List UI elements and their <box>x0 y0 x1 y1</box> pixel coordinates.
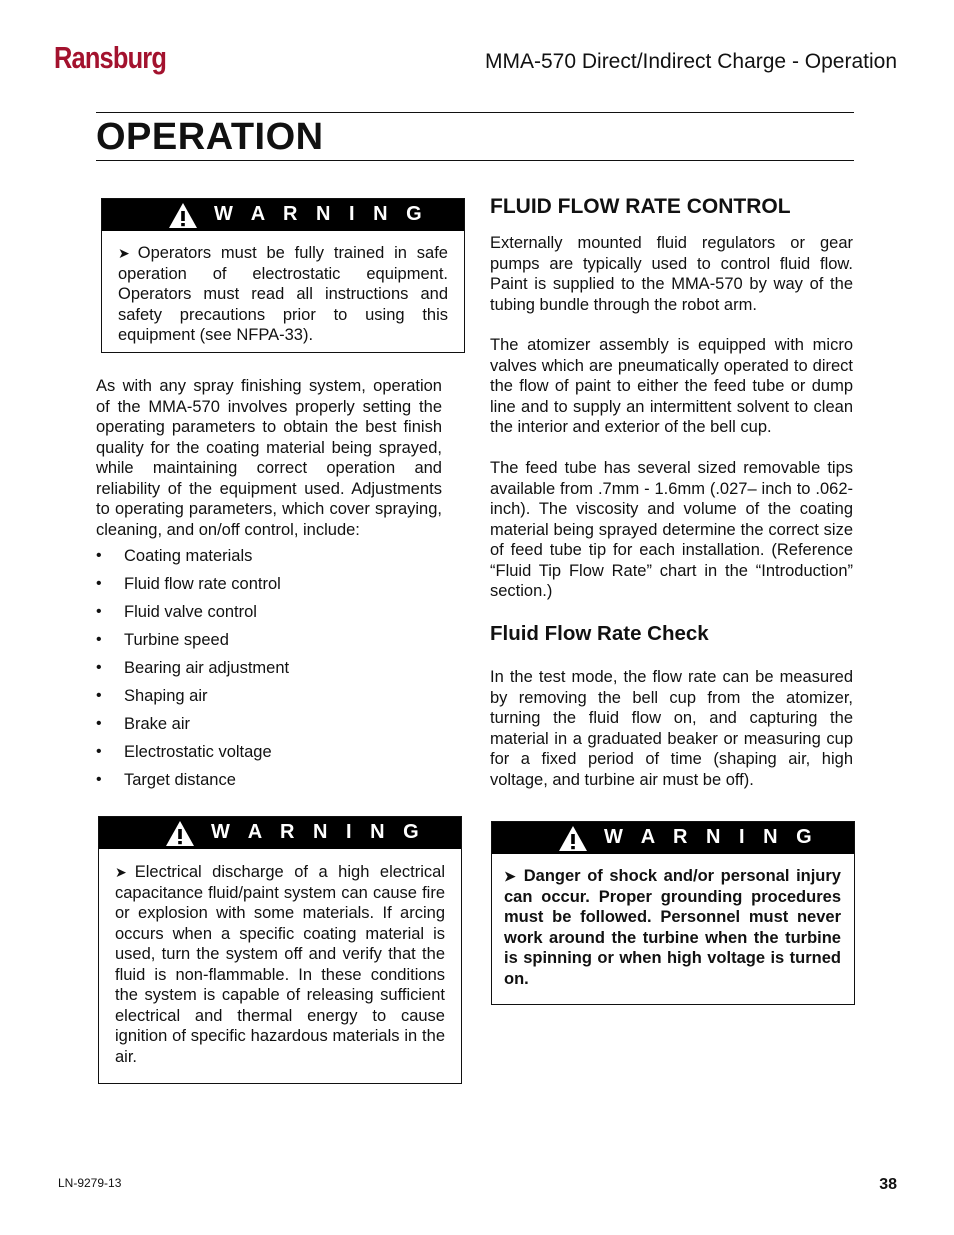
warning-header <box>99 817 461 849</box>
warning-label: W A R N I N G <box>211 821 426 843</box>
section-paragraph-2: The atomizer assembly is equipped with micro valves which are pneumatically operated to direct the flow of paint to either the feed tube or dump line and to supply an intermittent solvent to clean the interior and exterior of the bell cup. <box>490 336 853 436</box>
arrow-bullet-icon: ➤ <box>118 245 130 261</box>
warning-header <box>102 199 464 231</box>
list-item: • Brake air <box>96 715 191 733</box>
warning-text <box>492 854 854 989</box>
warning-box-shock <box>491 821 855 1005</box>
arrow-bullet-icon: ➤ <box>115 864 127 880</box>
ransburg-logo: Ransburg <box>54 40 167 75</box>
warning-box-training <box>101 198 465 353</box>
warning-message: Danger of shock and/or personal injury can occur. Proper grounding procedures must be followed. Personnel must never work around the turbine when the turbine is spinning or when high voltage is turned on. <box>504 867 841 988</box>
warning-message: Electrical discharge of a high electrical capacitance fluid/paint system can cause fire or explosion with some materials. If arcing occurs when a specific coating material is used, turn the system off and verify that the fluid is non-flammable. In these conditions the system is capable of releasing sufficient electrical and thermal energy to cause ignition of specific hazardous materials in the air. <box>115 863 445 1066</box>
warning-text <box>99 849 461 1067</box>
list-item: • Turbine speed <box>96 631 229 649</box>
section-heading: FLUID FLOW RATE CONTROL <box>490 195 791 218</box>
warning-triangle-icon <box>168 202 198 229</box>
warning-message: Operators must be fully trained in safe operation of electrostatic equipment. Operators must read all instructions and safety precautions prior to using this equipment (see NFPA-33). <box>118 244 448 344</box>
warning-box-discharge <box>98 816 462 1084</box>
warning-text <box>102 231 464 346</box>
title-rule <box>96 160 854 161</box>
top-rule <box>96 112 854 113</box>
list-item: • Target distance <box>96 771 236 789</box>
subsection-heading: Fluid Flow Rate Check <box>490 622 709 645</box>
list-item: • Bearing air adjustment <box>96 659 290 677</box>
warning-label: W A R N I N G <box>604 826 819 848</box>
page-number: 38 <box>879 1176 897 1193</box>
parameter-list <box>96 546 289 798</box>
warning-header <box>492 822 854 854</box>
warning-triangle-icon <box>558 825 588 852</box>
list-item: • Coating materials <box>96 547 253 565</box>
arrow-bullet-icon: ➤ <box>504 868 516 884</box>
warning-triangle-icon <box>165 820 195 847</box>
intro-paragraph: As with any spray finishing system, operation of the MMA-570 involves properly setting the operating parameters to obtain the best finish quality for the coating material being sprayed, while maintaining correct operation and reliability of the equipment used. Adjustments to operating parameters, which cover spraying, cleaning, and on/off control, include: <box>96 377 442 539</box>
warning-label: W A R N I N G <box>214 203 429 225</box>
subsection-paragraph: In the test mode, the flow rate can be measured by removing the bell cup from the atomizer, turning the fluid flow on, and capturing the material in a graduated beaker or measuring cup for a fixed period of time (shaping air, high voltage, and turbine air must be off). <box>490 668 853 789</box>
section-paragraph-3: The feed tube has several sized removable tips available from .7mm - 1.6mm (.027– inch to .062-inch). The viscosity and volume of the coating material being sprayed determine the correct size of feed tube tip for each installation. (Reference “Fluid Tip Flow Rate” chart in the “Introduction” section.) <box>490 459 853 600</box>
document-number: LN-9279-13 <box>58 1176 122 1190</box>
list-item: • Shaping air <box>96 687 208 705</box>
list-item: • Fluid valve control <box>96 603 257 621</box>
list-item: • Electrostatic voltage <box>96 743 272 761</box>
section-paragraph-1: Externally mounted fluid regulators or gear pumps are typically used to control fluid flow. Paint is supplied to the MMA-570 by way of the tubing bundle through the robot arm. <box>490 234 853 314</box>
list-item: • Fluid flow rate control <box>96 575 281 593</box>
page-title: OPERATION <box>96 116 324 158</box>
document-title: MMA-570 Direct/Indirect Charge - Operation <box>485 50 897 73</box>
